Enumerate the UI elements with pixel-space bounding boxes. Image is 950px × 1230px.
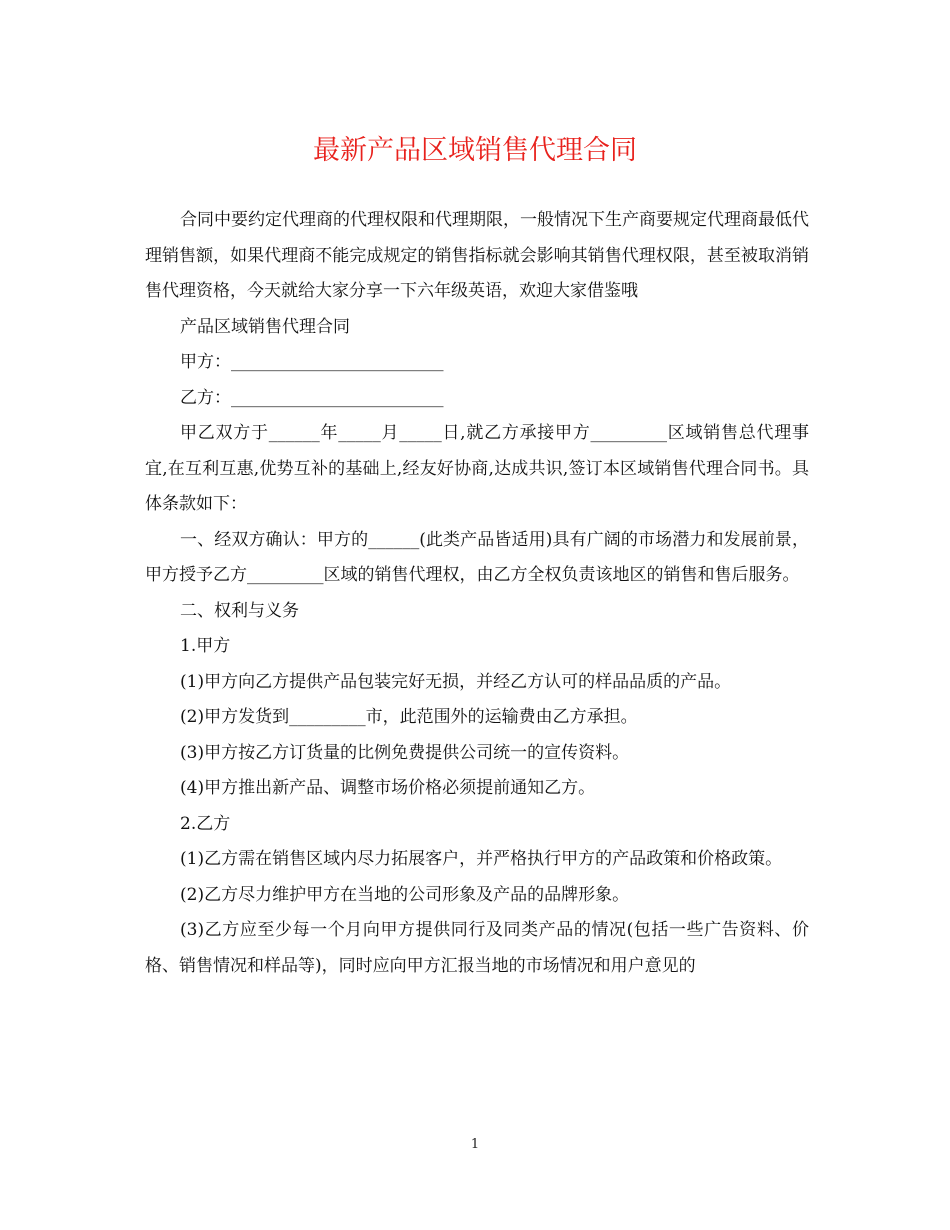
contract-name: 产品区域销售代理合同 bbox=[180, 316, 350, 337]
party-b-line: 乙方：_________________________ bbox=[180, 387, 444, 408]
section-heading-rights: 二、权利与义务 bbox=[180, 600, 299, 621]
agreement-preamble: 甲乙双方于______年_____月_____日,就乙方承接甲方_________区域销售总代理事宜,在互利互惠,优势互补的基础上,经友好协商,达成共识,签订本区域销售代理合同书。具体条款如下： bbox=[145, 423, 809, 514]
document-body bbox=[145, 203, 809, 984]
party-a-line: 甲方：_________________________ bbox=[180, 352, 444, 372]
party-a-item-2: (2)甲方发货到_________市，此范围外的运输费由乙方承担。 bbox=[180, 707, 638, 727]
subsection-party-a: 1.甲方 bbox=[180, 636, 231, 656]
intro-paragraph: 合同中要约定代理商的代理权限和代理期限，一般情况下生产商要规定代理商最低代理销售额，如果代理商不能完成规定的销售指标就会影响其销售代理权限，甚至被取消销售代理资格，今天就给大家分享一下六年级英语，欢迎大家借鉴哦 bbox=[145, 210, 809, 301]
page-number: 1 bbox=[470, 1137, 480, 1152]
subsection-party-b: 2.乙方 bbox=[180, 813, 231, 834]
party-a-item-1: (1)甲方向乙方提供产品包装完好无损，并经乙方认可的样品品质的产品。 bbox=[180, 671, 732, 692]
party-b-item-2: (2)乙方尽力维护甲方在当地的公司形象及产品的品牌形象。 bbox=[180, 884, 630, 905]
clause-one: 一、经双方确认：甲方的______(此类产品皆适用)具有广阔的市场潜力和发展前景，甲方授予乙方_________区域的销售代理权，由乙方全权负责该地区的销售和售后服务。 bbox=[145, 529, 809, 585]
party-b-item-1: (1)乙方需在销售区域内尽力拓展客户，并严格执行甲方的产品政策和价格政策。 bbox=[180, 849, 783, 869]
document-title: 最新产品区域销售代理合同 bbox=[313, 135, 637, 166]
party-a-item-3: (3)甲方按乙方订货量的比例免费提供公司统一的宣传资料。 bbox=[180, 742, 630, 763]
party-a-item-4: (4)甲方推出新产品、调整市场价格必须提前通知乙方。 bbox=[180, 778, 596, 798]
party-b-item-3: (3)乙方应至少每一个月向甲方提供同行及同类产品的情况(包括一些广告资料、价格、销售情况和样品等)，同时应向甲方汇报当地的市场情况和用户意见的 bbox=[145, 920, 809, 976]
